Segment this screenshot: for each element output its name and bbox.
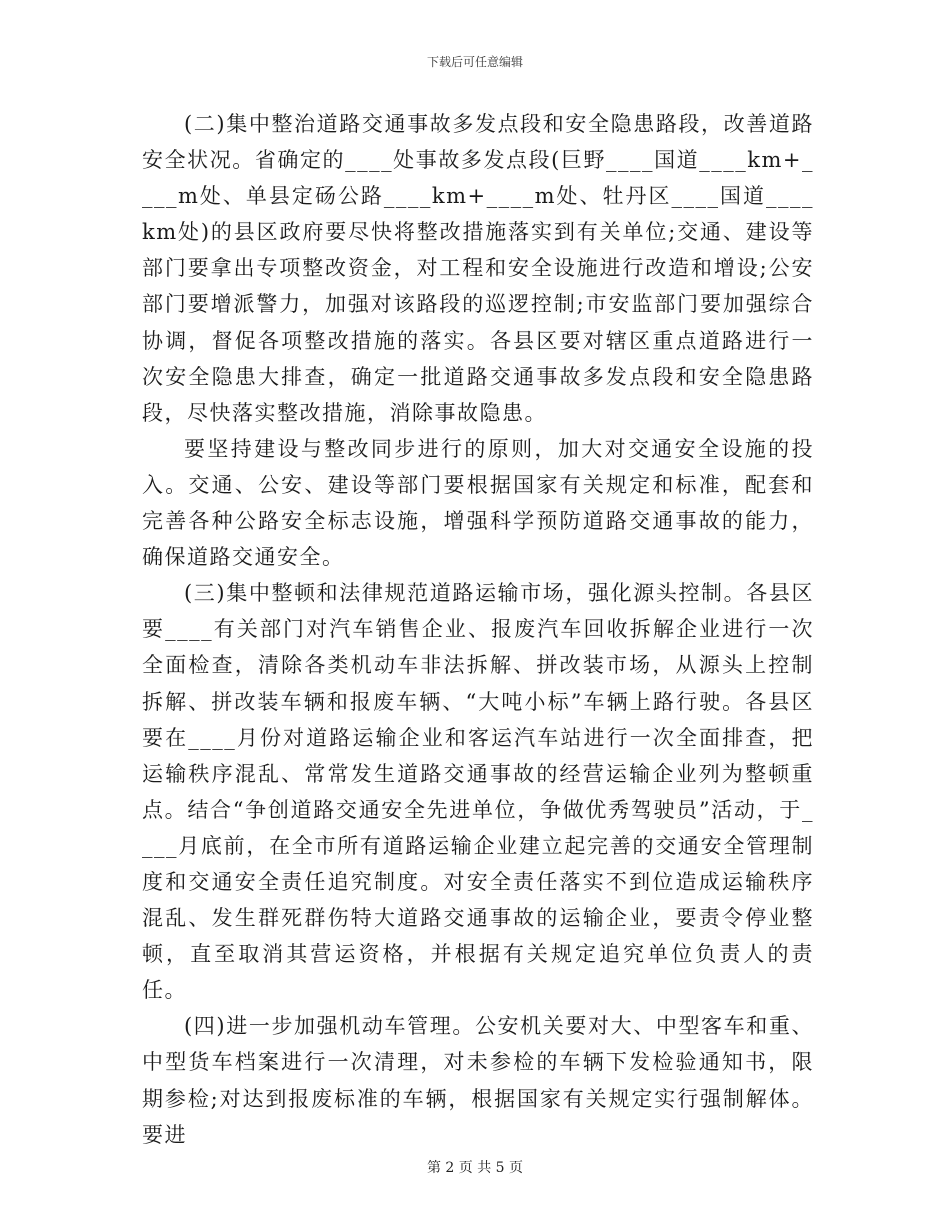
paragraph-rectify-hazard-sections: (二)集中整治道路交通事故多发点段和安全隐患路段，改善道路安全状况。省确定的____处事故多发点段(巨野____国道____km+____m处、单县定砀公路____km+____m处、牡丹区____国道____km处)的县区政府要尽快将整改措施落实到有关单位;交通、建设等部门要拿出专项整改资金，对工程和安全设施进行改造和增设;公安部门要增派警力，加强对该路段的巡逻控制;市安监部门要加强综合协调，督促各项整改措施的落实。各县区要对辖区重点道路进行一次安全隐患大排查，确定一批道路交通事故多发点段和安全隐患路段，尽快落实整改措施，消除事故隐患。: [142, 112, 814, 425]
paragraph-vehicle-management: (四)进一步加强机动车管理。公安机关要对大、中型客车和重、中型货车档案进行一次清理，对未参检的车辆下发检验通知书，限期参检;对达到报废标准的车辆，根据国家有关规定实行强制解体。要进: [142, 1014, 814, 1147]
paragraph-transport-market: (三)集中整顿和法律规范道路运输市场，强化源头控制。各县区要____有关部门对汽车销售企业、报废汽车回收拆解企业进行一次全面检查，清除各类机动车非法拆解、拼改装市场，从源头上控制拆解、拼改装车辆和报废车辆、“大吨小标”车辆上路行驶。各县区要在____月份对道路运输企业和客运汽车站进行一次全面排查，把运输秩序混乱、常常发生道路交通事故的经营运输企业列为整顿重点。结合“争创道路交通安全先进单位，争做优秀驾驶员”活动，于____月底前，在全市所有道路运输企业建立起完善的交通安全管理制度和交通安全责任追究制度。对安全责任落实不到位造成运输秩序混乱、发生群死群伤特大道路交通事故的运输企业，要责令停业整顿，直至取消其营运资格，并根据有关规定追究单位负责人的责任。: [142, 581, 814, 1003]
document-body: [142, 106, 814, 1153]
page-header: 下载后可任意编辑: [426, 55, 523, 69]
paragraph-construction-rectification: 要坚持建设与整改同步进行的原则，加大对交通安全设施的投入。交通、公安、建设等部门要根据国家有关规定和标准，配套和完善各种公路安全标志设施，增强科学预防道路交通事故的能力，确保道路交通安全。: [142, 436, 814, 570]
page-footer: 第 2 页 共 5 页: [426, 1160, 524, 1176]
